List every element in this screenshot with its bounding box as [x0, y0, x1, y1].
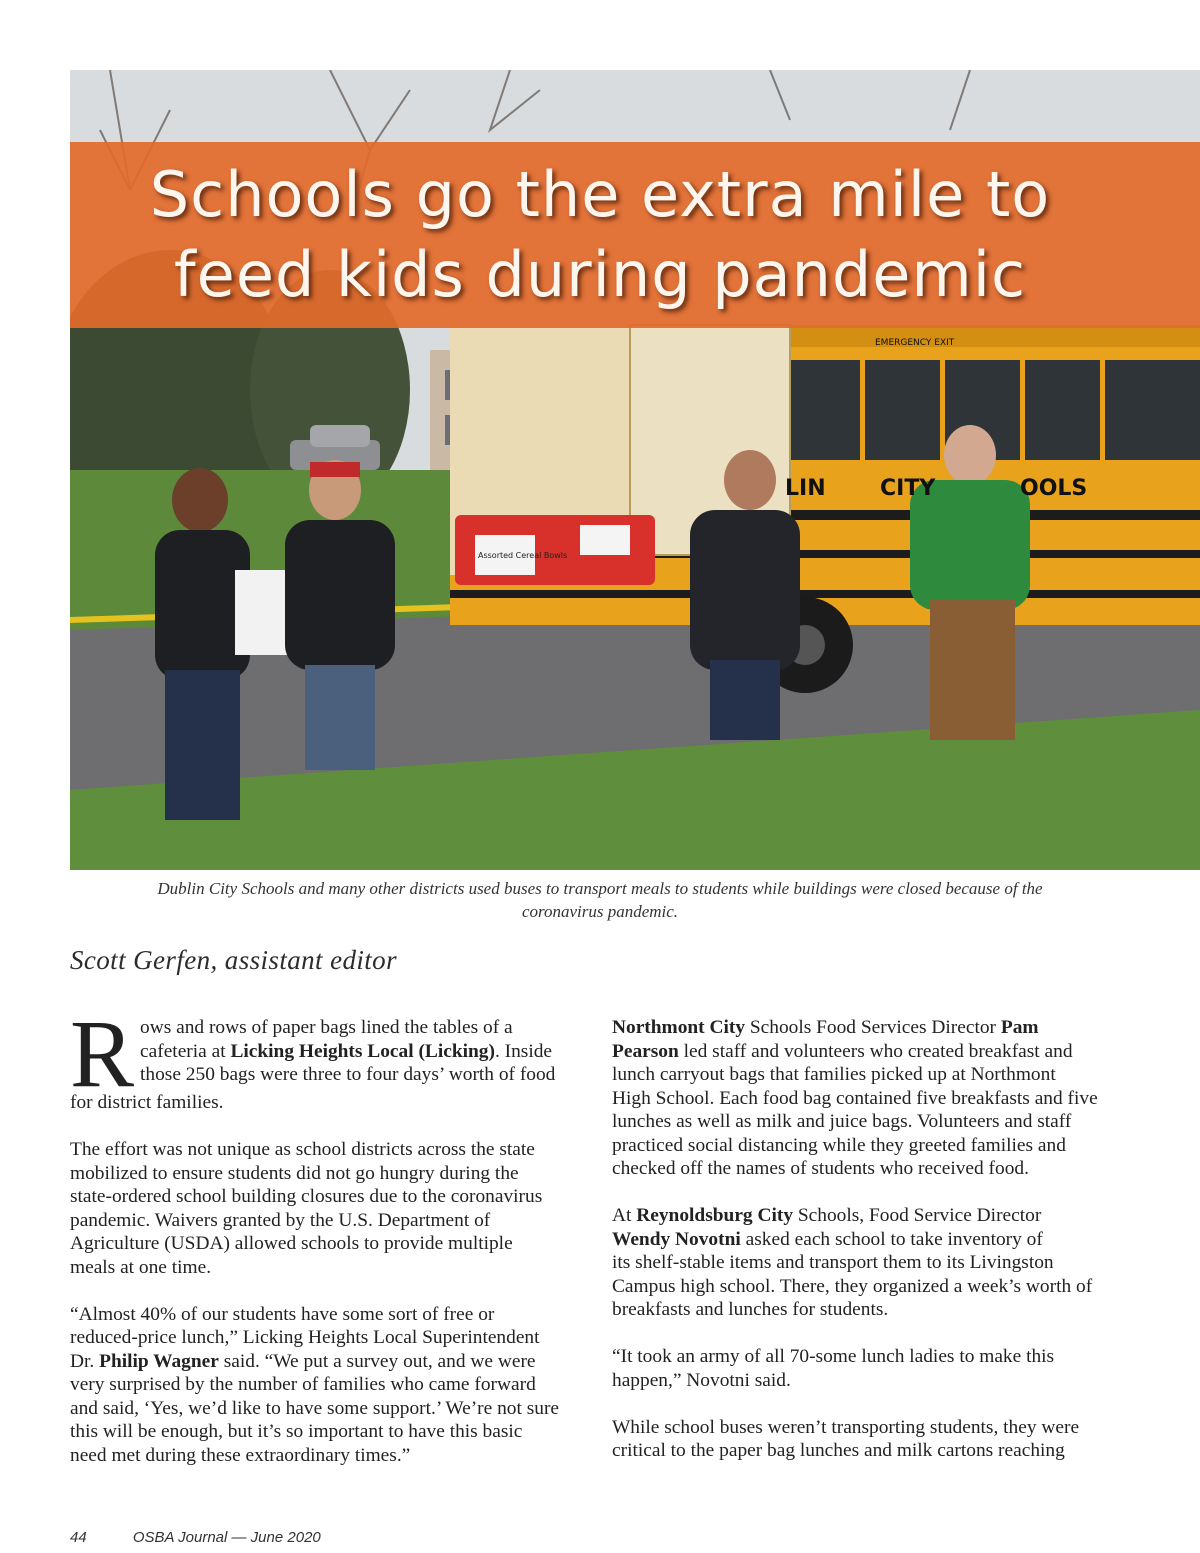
right-column	[612, 1016, 1112, 1486]
headline-line-2: feed kids during pandemic	[173, 238, 1027, 311]
district-name: Licking Heights Local (Licking)	[230, 1040, 495, 1062]
person-name: Pam	[1000, 1017, 1039, 1038]
publication-name: OSBA Journal — June 2020	[132, 1529, 321, 1546]
paragraph: Northmont City Schools Food Services Director Pam Pearson led staff and volunteers who created breakfast and lunch carryout bags that families picked up at Northmont High School. Each food bag contained five breakfasts and five lunches as well as milk and juice bags. Volunteers and staff practiced social distancing while they greeted families and checked off the names of students who received food.	[612, 1017, 1098, 1179]
paragraph: “Almost 40% of our students have some sort of free or reduced-price lunch,” Licking Heights Local Superintendent Dr. Philip Wagner said. “We put a survey out, and we were very surprised by the number of families who came forward and said, ‘Yes, we’d like to have some support.’ We’re not sure this will be enough, but it’s so important to have this basic need met during these extraordinary times.”	[70, 1303, 560, 1466]
paragraph: The effort was not unique as school districts across the state mobilized to ensure students did not go hungry during the state-ordered school building closures due to the coronavirus pandemic. Waivers granted by the U.S. Department of Agriculture (USDA) allowed schools to provide multiple meals at one time.	[70, 1139, 543, 1278]
byline: Scott Gerfen, assistant editor	[70, 945, 397, 975]
caption-line-1: Dublin City Schools and many other districts used buses to transport meals to students while buildings were closed because of the	[157, 879, 1043, 898]
headline-band	[70, 142, 1200, 328]
headline-line-1: Schools go the extra mile to	[149, 158, 1051, 231]
district-name: Northmont City	[612, 1017, 746, 1038]
caption-line-2: coronavirus pandemic.	[521, 902, 679, 921]
bus-text-right: OOLS	[1020, 476, 1088, 501]
person-name: Pearson	[612, 1040, 679, 1062]
left-column	[70, 1000, 570, 1491]
bag-label: Assorted Cereal Bowls	[478, 551, 568, 560]
page-number: 44	[70, 1529, 87, 1546]
photo-caption	[100, 877, 1100, 923]
district-name: Reynoldsburg City	[636, 1205, 794, 1226]
paragraph: At Reynoldsburg City Schools, Food Service Director Wendy Novotni asked each school to take inventory of its shelf-stable items and transport them to its Livingston Campus high school. There, they organized a week’s worth of breakfasts and lunches for students.	[612, 1205, 1093, 1320]
emergency-exit-label: EMERGENCY EXIT	[875, 338, 955, 348]
paragraph: R ows and rows of paper bags lined the tables of a cafeteria at Licking Heights Local (Licking). Inside those 250 bags were three to four days’ worth of food for district families.	[70, 1000, 556, 1113]
paragraph: “It took an army of all 70-some lunch ladies to make this happen,” Novotni said.	[612, 1346, 1055, 1391]
drop-cap: R	[70, 1000, 135, 1107]
page-footer	[70, 1529, 321, 1546]
bus-text-mid: CITY	[880, 476, 936, 501]
bus-text-left: LIN	[785, 476, 826, 501]
paragraph: While school buses weren’t transporting students, they were critical to the paper bag lunches and milk cartons reaching	[612, 1416, 1080, 1461]
person-name: Philip Wagner	[99, 1350, 219, 1372]
person-name: Wendy Novotni	[612, 1228, 741, 1250]
